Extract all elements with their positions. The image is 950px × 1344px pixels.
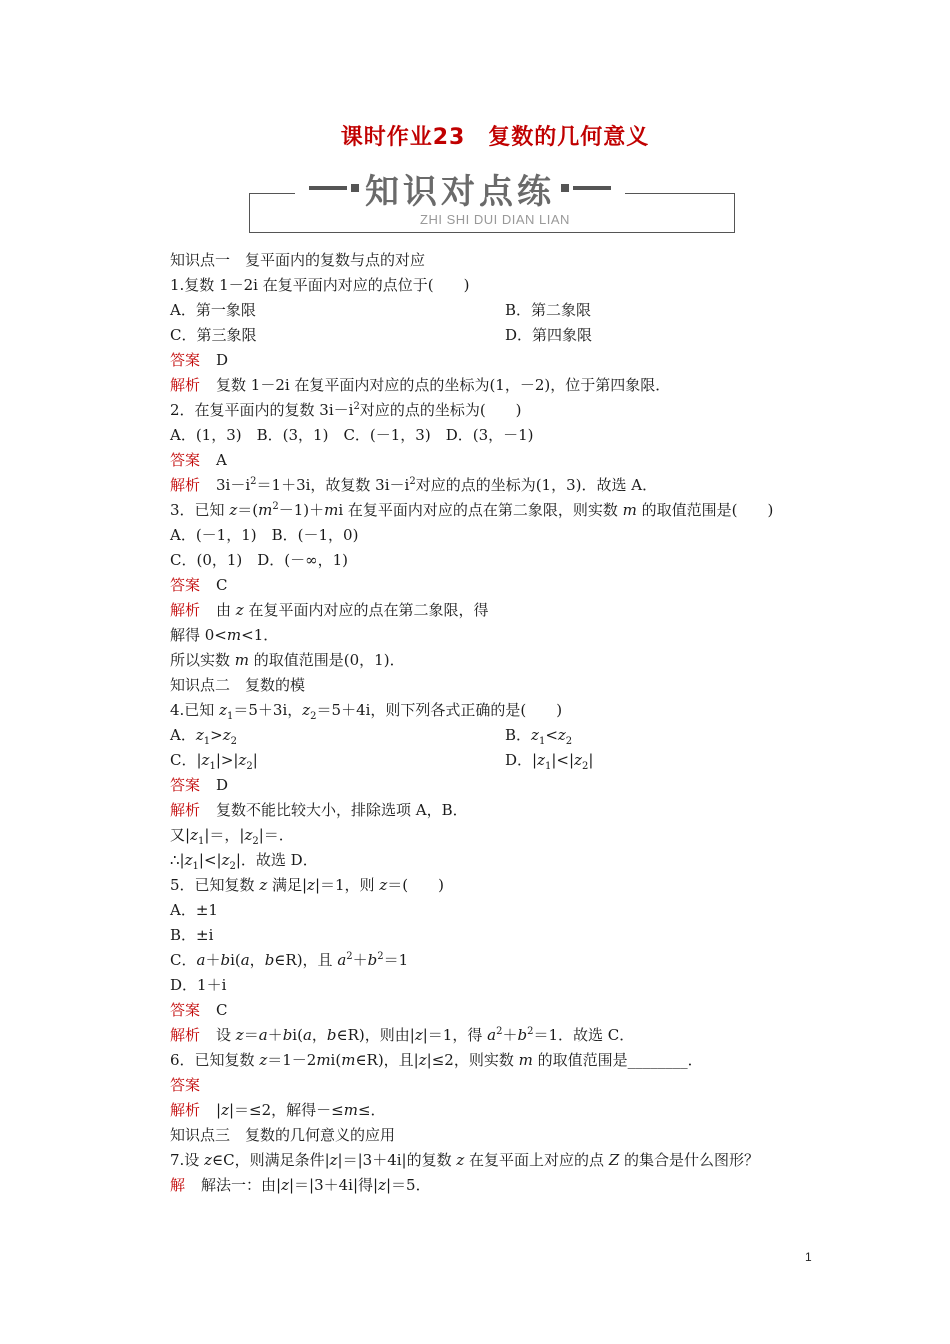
q3-analysis-line-2: 解得 0<m<1．: [170, 626, 279, 644]
q4-analysis: 解析 复数不能比较大小，排除选项 A，B．: [170, 801, 468, 819]
banner-bar-left: [309, 186, 347, 190]
q2-stem: 2．在复平面内的复数 $3i-i^2$对应的点的坐标为( ): [170, 401, 522, 419]
q1-analysis-text: 复数 1－2i 在复平面内对应的点的坐标为(1，－2)，位于第四象限．: [216, 376, 671, 394]
q2-answer: 答案 A: [170, 451, 227, 469]
q5-analysis: 解析 设 z＝a＋bi(a，b∈R)，则由|z|＝1，得 $a^2+b^2=1$．故选 C．: [170, 1026, 635, 1044]
q1-answer-value: D: [216, 351, 229, 369]
q6-analysis: 解析 |z|＝≤2，解得－≤m≤．: [170, 1101, 386, 1119]
q3-answer: 答案 C: [170, 576, 228, 594]
analysis-label: 解析: [170, 376, 201, 394]
banner-subtitle: ZHI SHI DUI DIAN LIAN: [420, 212, 570, 227]
q5-option-a: A．±1: [170, 901, 218, 919]
q4-analysis-line-2: 又$|z_1|=$，$|z_2|=$．: [170, 826, 294, 847]
q1-answer: [170, 350, 228, 370]
q4-option-a: A．$z_1>z_2$: [170, 726, 237, 747]
banner-title: 知识对点练: [365, 171, 555, 212]
knowledge-point-1: 知识点一 复平面内的复数与点的对应: [170, 251, 426, 269]
q4-option-d: D．$|z_1|<|z_2|$: [505, 751, 594, 772]
q1-analysis: [170, 375, 670, 395]
q4-option-c: C．$|z_1|>|z_2|$: [170, 751, 258, 772]
q6-answer: 答案: [170, 1076, 201, 1094]
q1-option-b: B．第二象限: [505, 301, 592, 319]
banner-bar-right: [573, 186, 611, 190]
solution-label: 解: [170, 1176, 186, 1194]
q2-options: A．(1，3) B．(3，1) C．(－1，3) D．(3，－1): [170, 426, 534, 444]
q4-option-b: B．$z_1<z_2$: [505, 726, 573, 747]
q3-analysis: 解析 由 z 在复平面内对应的点在第二象限，得: [170, 601, 489, 619]
q3-analysis-line-3: 所以实数 m 的取值范围是(0，1)．: [170, 651, 405, 669]
q7-stem: 7.设 z∈C，则满足条件|z|＝|3＋4i|的复数 z 在复平面上对应的点 Z 的集合是什么图形？: [170, 1151, 760, 1169]
q3-options-ab: A．(－1，1) B．(－1，0): [170, 526, 359, 544]
q1-option-a: A．第一象限: [170, 301, 256, 319]
q4-answer: 答案 D: [170, 776, 229, 794]
answer-label: 答案: [170, 351, 201, 369]
q1-option-d: D．第四象限: [505, 326, 593, 344]
q3-options-cd: C．(0，1) D．(－∞，1): [170, 551, 349, 569]
q5-option-b: B．±i: [170, 926, 214, 944]
banner-dot-left: [351, 184, 359, 192]
section-banner: [295, 168, 625, 212]
q3-stem: 3．已知 $z=(m^2-1)+mi$ 在复平面内对应的点在第二象限，则实数 m 的取值范围是( ): [170, 501, 774, 519]
knowledge-point-2: 知识点二 复数的模: [170, 676, 306, 694]
q5-answer: 答案 C: [170, 1001, 228, 1019]
banner-dot-right: [561, 184, 569, 192]
q6-stem: 6．已知复数 z＝1－2mi(m∈R)，且|z|≤2，则实数 m 的取值范围是________．: [170, 1051, 703, 1069]
knowledge-point-3: 知识点三 复数的几何意义的应用: [170, 1126, 396, 1144]
q2-analysis: 解析 $3i-i^2=1+3i$，故复数 $3i-i^2$对应的点的坐标为(1，3)．故选 A．: [170, 476, 658, 494]
q1-stem: 1.复数 1－2i 在复平面内对应的点位于( ): [170, 276, 470, 294]
q5-option-d: D．1＋i: [170, 976, 227, 994]
page-title: 课时作业23 复数的几何意义: [340, 125, 650, 150]
q4-stem: 4.已知 $z_1=5+3i$，$z_2=5+4i$，则下列各式正确的是( ): [170, 701, 563, 722]
q7-solution: 解 解法一：由|z|＝|3＋4i|得|z|＝5．: [170, 1176, 431, 1194]
q5-option-c: C．a＋bi(a，b∈R)，且 $a^2+b^2=1$: [170, 951, 409, 969]
q5-stem: 5．已知复数 z 满足|z|＝1，则 z＝( ): [170, 876, 444, 894]
q1-option-c: C．第三象限: [170, 326, 257, 344]
q4-analysis-line-3: $\therefore|z_1|<|z_2|$．故选 D．: [170, 851, 318, 872]
page-number: 1: [805, 1250, 812, 1264]
